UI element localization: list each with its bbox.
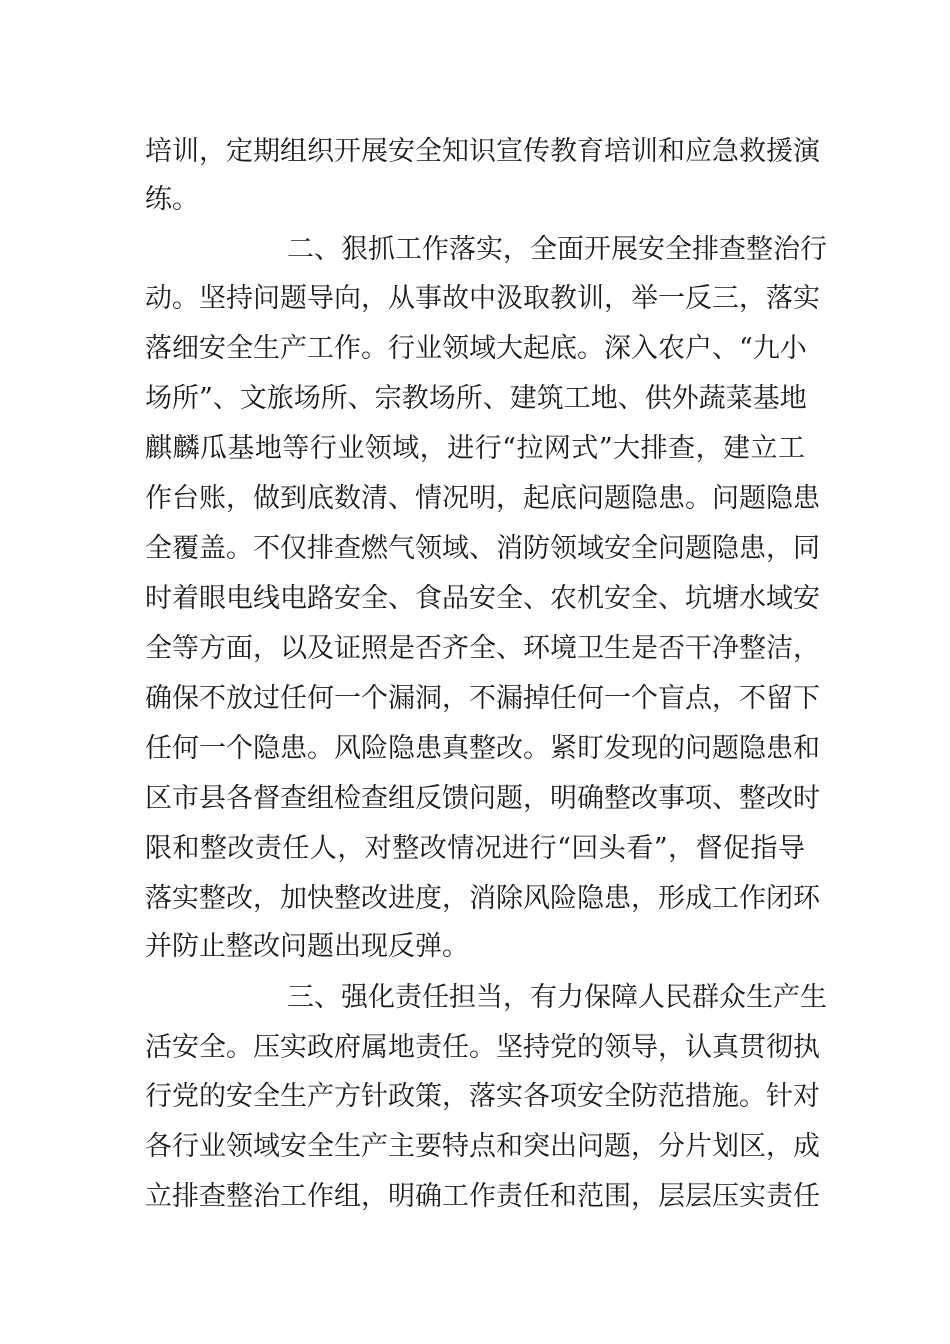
text-line: 行党的安全生产方针政策，落实各项安全防范措施。针对 — [145, 1081, 820, 1112]
text-line: 时着眼电线电路安全、食品安全、农机安全、坑塘水域安 — [145, 583, 820, 614]
section-heading-line: 三、强化责任担当，有力保障人民群众生产生 — [287, 982, 827, 1013]
text-line: 任何一个隐患。风险隐患真整改。紧盯发现的问题隐患和 — [145, 733, 820, 764]
text-line: 并防止整改问题出现反弹。 — [145, 931, 469, 962]
text-line: 培训，定期组织开展安全知识宣传教育培训和应急救援演 — [145, 136, 820, 167]
text-line: 活安全。压实政府属地责任。坚持党的领导，认真贯彻执 — [145, 1032, 820, 1063]
text-line: 动。坚持问题导向，从事故中汲取教训，举一反三，落实 — [145, 283, 820, 314]
text-line: 确保不放过任何一个漏洞，不漏掉任何一个盲点，不留下 — [145, 683, 820, 714]
text-line: 立排查整治工作组，明确工作责任和范围，层层压实责任 — [145, 1181, 820, 1212]
text-line: 练。 — [145, 184, 199, 215]
section-heading-line: 二、狠抓工作落实，全面开展安全排查整治行 — [287, 234, 827, 265]
text-line: 区市县各督查组检查组反馈问题，明确整改事项、整改时 — [145, 783, 820, 814]
text-line: 落实整改，加快整改进度，消除风险隐患，形成工作闭环 — [145, 883, 820, 914]
text-line: 麒麟瓜基地等行业领域，进行“拉网式”大排查，建立工 — [145, 433, 805, 464]
text-line: 作台账，做到底数清、情况明，起底问题隐患。问题隐患 — [145, 483, 820, 514]
text-line: 落细安全生产工作。行业领域大起底。深入农户、“九小 — [145, 333, 807, 364]
text-line: 各行业领域安全生产主要特点和突出问题，分片划区，成 — [145, 1131, 820, 1162]
text-line: 限和整改责任人，对整改情况进行“回头看”，督促指导 — [145, 833, 805, 864]
text-line: 全覆盖。不仅排查燃气领域、消防领域安全问题隐患，同 — [145, 533, 820, 564]
text-line: 场所”、文旅场所、宗教场所、建筑工地、供外蔬菜基地 — [145, 383, 807, 414]
text-line: 全等方面，以及证照是否齐全、环境卫生是否干净整洁， — [145, 633, 820, 664]
